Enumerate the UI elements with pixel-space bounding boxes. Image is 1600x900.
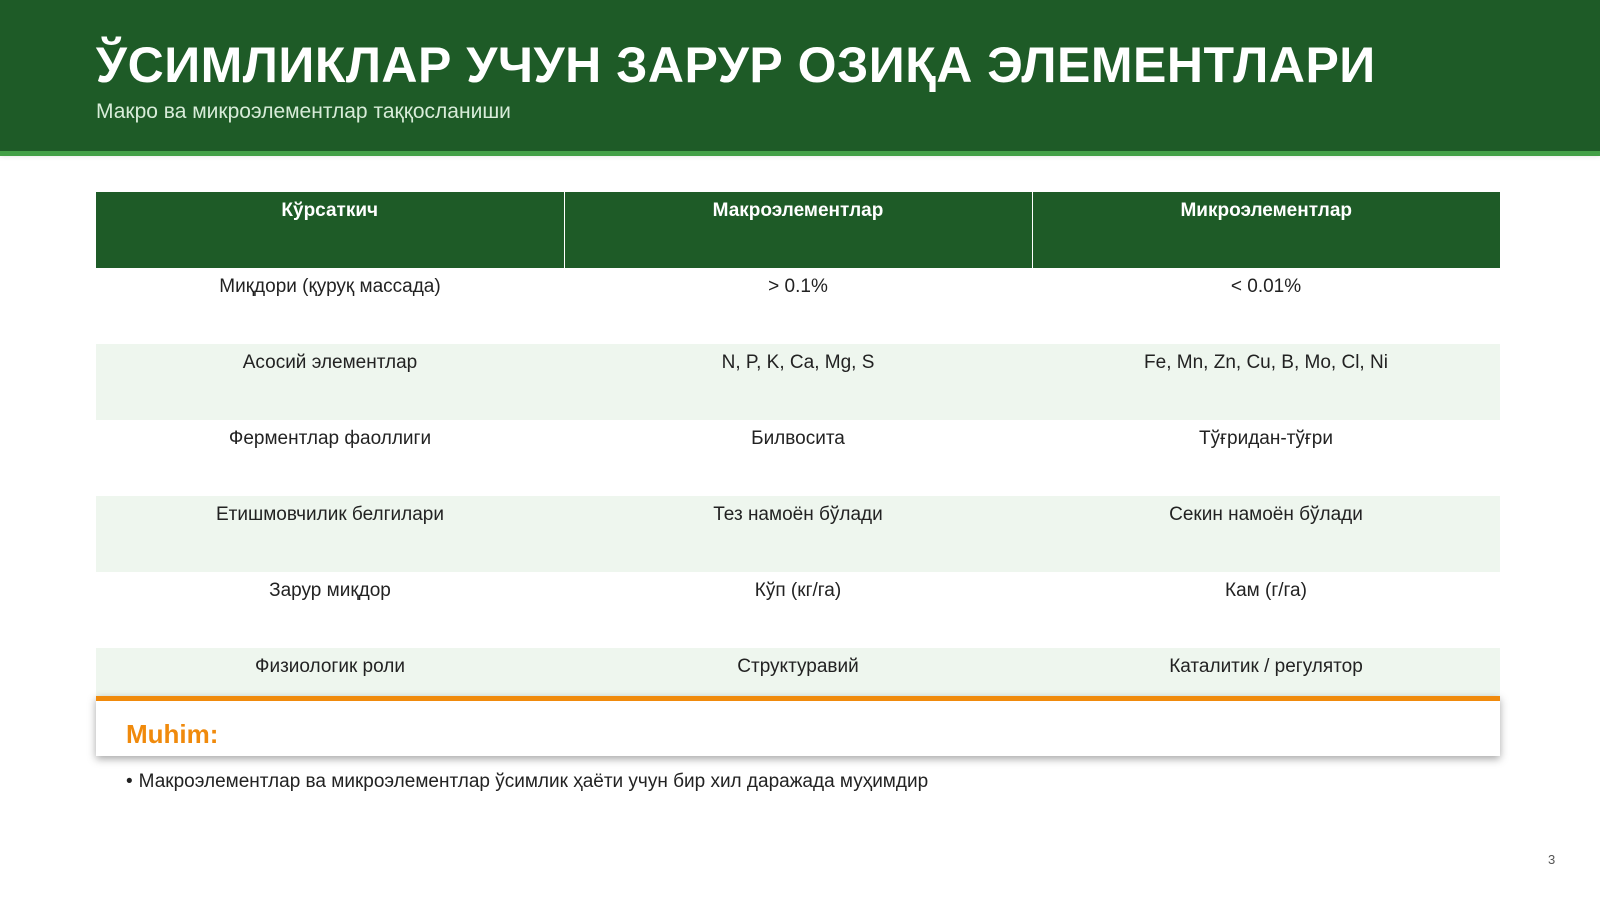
important-note-box	[96, 696, 1500, 756]
slide-title: ЎСИМЛИКЛАР УЧУН ЗАРУР ОЗИҚА ЭЛЕМЕНТЛАРИ	[96, 37, 1376, 93]
table-row	[96, 344, 1500, 420]
table-cell: Физиологик роли	[96, 648, 564, 724]
column-header-macro: Макроэлементлар	[564, 192, 1032, 268]
comparison-table	[96, 192, 1500, 724]
table-cell: Ферментлар фаоллиги	[228, 428, 432, 449]
table-row	[96, 496, 1500, 572]
table-cell: Асосий элементлар	[96, 344, 564, 420]
note-title: Muhim:	[126, 719, 219, 749]
table-cell: Тўғридан-тўғри	[1198, 428, 1333, 449]
bullet-icon: •	[126, 771, 133, 792]
header-bar	[0, 0, 1600, 151]
table-cell: Зарур миқдор	[269, 580, 391, 601]
note-bullet-item	[126, 771, 928, 793]
table-cell: Структуравий	[564, 648, 1032, 724]
table-cell: Тез намоён бўлади	[564, 496, 1032, 572]
table-cell: Каталитик / регулятор	[1032, 648, 1500, 724]
page-number: 3	[1548, 852, 1556, 867]
table-cell: Билвосита	[751, 428, 845, 449]
table-row	[96, 572, 1500, 648]
table-cell: < 0.01%	[1230, 276, 1302, 297]
table-cell: Fe, Mn, Zn, Cu, B, Mo, Cl, Ni	[1032, 344, 1500, 420]
table-cell: Миқдори (қуруқ массада)	[219, 276, 441, 297]
table-cell: N, P, K, Ca, Mg, S	[564, 344, 1032, 420]
note-bullet-text: Макроэлементлар ва микроэлементлар ўсимлик ҳаёти учун бир хил даражада муҳимдир	[138, 771, 929, 792]
table-row	[96, 268, 1500, 344]
table-cell: Кўп (кг/га)	[754, 580, 842, 601]
column-header-indicator: Кўрсаткич	[96, 192, 564, 268]
slide-subtitle: Макро ва микроэлементлар таққосланиши	[96, 100, 511, 123]
table-cell: > 0.1%	[768, 276, 828, 297]
header-accent-line	[0, 151, 1600, 156]
table-cell: Етишмовчилик белгилари	[96, 496, 564, 572]
table-cell: Секин намоён бўлади	[1032, 496, 1500, 572]
column-header-micro: Микроэлементлар	[1032, 192, 1500, 268]
table-cell: Кам (г/га)	[1225, 580, 1307, 601]
table-header-row	[96, 192, 1500, 268]
table-row	[96, 420, 1500, 496]
